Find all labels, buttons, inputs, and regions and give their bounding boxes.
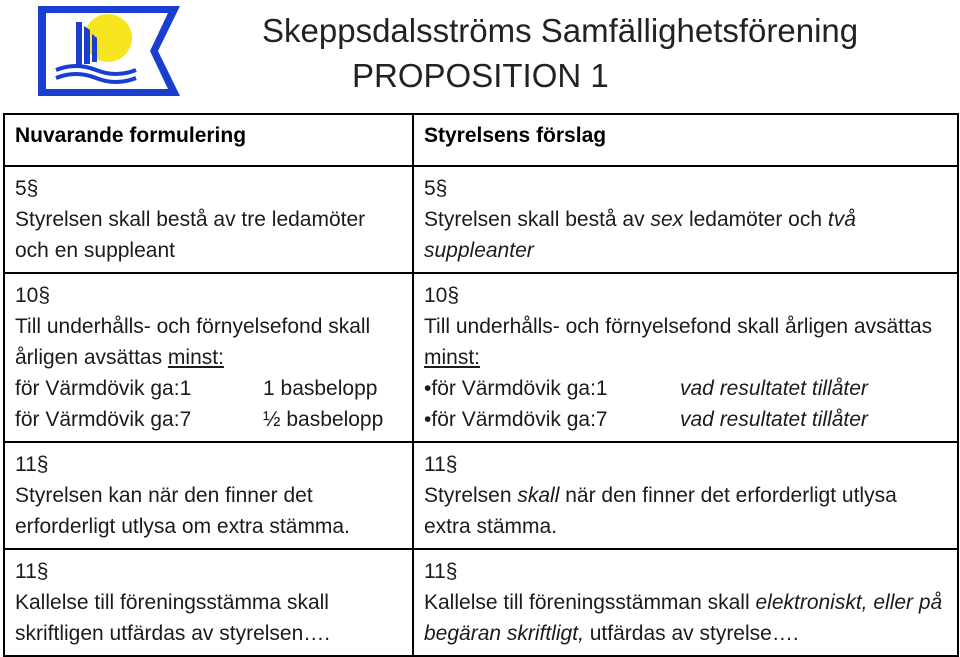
current-cell: [4, 166, 413, 273]
emphasis-text: skall: [517, 484, 560, 507]
clause-text: Styrelsen skall bestå av: [424, 208, 651, 231]
bullet-item: [424, 373, 947, 404]
section-number: 11§: [424, 453, 458, 476]
clause-text: Styrelsen kan när den finner det erforderligt utlysa om extra stämma.: [15, 484, 350, 538]
clause-text: Kallelse till föreningsstämman skall: [424, 591, 756, 614]
item-label: • för Värmdövik ga:1: [424, 373, 680, 404]
clause-text: Styrelsen: [424, 484, 518, 507]
table-row: [4, 442, 958, 549]
proposition-table: [3, 113, 959, 657]
section-number: 5§: [15, 177, 39, 200]
association-flag-logo: [36, 4, 182, 98]
section-number: 5§: [424, 177, 448, 200]
item-value: 1 basbelopp: [263, 377, 378, 400]
emphasis-text: sex: [650, 208, 684, 231]
list-item: [15, 373, 402, 404]
item-value: ½ basbelopp: [263, 408, 384, 431]
current-cell: [4, 273, 413, 442]
bullet-item: [424, 404, 947, 435]
proposal-cell: [413, 442, 958, 549]
clause-text: när den finner det erforderligt utlysa extra stämma.: [424, 484, 897, 538]
board-proposal-header: Styrelsens förslag: [413, 114, 958, 166]
proposal-cell: [413, 549, 958, 656]
page-subtitle: PROPOSITION 1: [352, 57, 609, 94]
section-number: 11§: [15, 560, 49, 583]
underlined-text: minst:: [167, 346, 224, 369]
current-cell: [4, 442, 413, 549]
item-label: • för Värmdövik ga:7: [424, 404, 680, 435]
clause-text: Styrelsen skall bestå av tre ledamöter och en suppleant: [15, 208, 366, 262]
section-number: 11§: [15, 453, 49, 476]
table-header-row: [4, 114, 958, 166]
current-cell: [4, 549, 413, 656]
section-number: 10§: [424, 284, 460, 307]
list-item: [15, 404, 402, 435]
item-value: vad resultatet tillåter: [680, 408, 868, 431]
proposal-cell: [413, 166, 958, 273]
section-number: 10§: [15, 284, 51, 307]
clause-text: utfärdas av styrelse….: [583, 622, 799, 645]
item-label: för Värmdövik ga:7: [15, 408, 192, 431]
table-row: [4, 166, 958, 273]
clause-text: Till underhålls- och förnyelsefond skall årligen avsättas: [15, 315, 371, 369]
section-number: 11§: [424, 560, 458, 583]
item-label: för Värmdövik ga:1: [15, 377, 192, 400]
emphasis-text: elektroniskt, eller på begäran skriftligt,: [424, 591, 943, 645]
page-title: Skeppsdalsströms Samfällighetsförening: [262, 12, 859, 49]
clause-text: Kallelse till föreningsstämma skall skriftligen utfärdas av styrelsen….: [15, 591, 331, 645]
table-row: [4, 273, 958, 442]
emphasis-text: två suppleanter: [424, 208, 856, 262]
proposal-cell: [413, 273, 958, 442]
clause-text: Till underhålls- och förnyelsefond skall årligen avsättas: [424, 315, 933, 338]
current-wording-header: Nuvarande formulering: [4, 114, 413, 166]
clause-text: ledamöter och: [683, 208, 828, 231]
item-value: vad resultatet tillåter: [680, 377, 868, 400]
underlined-text: minst:: [424, 346, 481, 369]
table-row: [4, 549, 958, 656]
sun-shape: [84, 14, 132, 62]
